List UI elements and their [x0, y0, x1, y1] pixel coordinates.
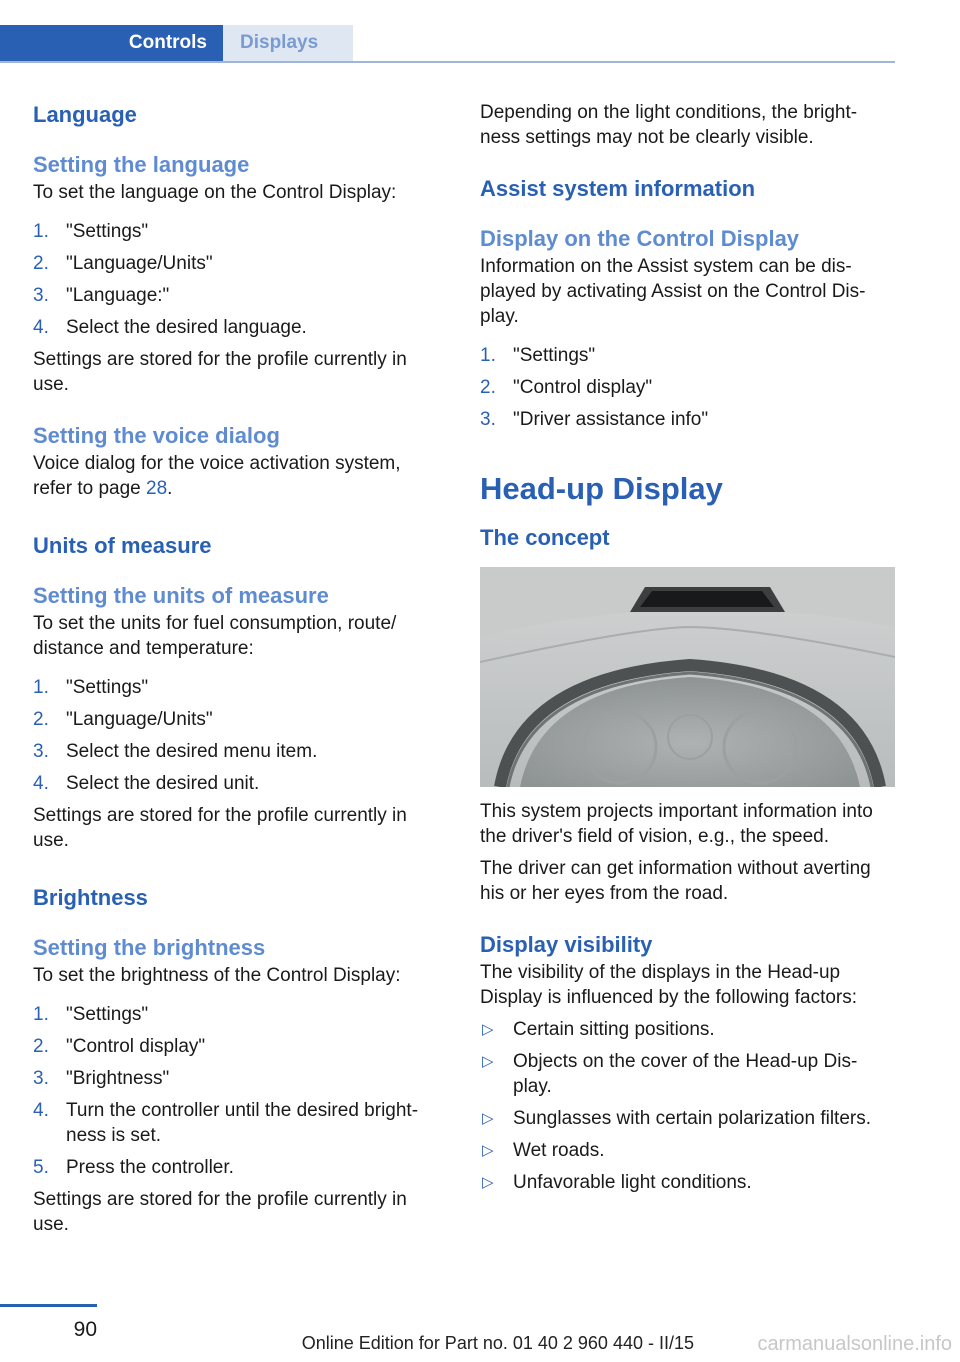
triangle-bullet-icon: ▷ [482, 1021, 494, 1038]
list-item: ▷ Sunglasses with certain polarization filters. [482, 1108, 872, 1129]
list-item: 2. "Language/Units" [33, 709, 213, 730]
tab-displays[interactable]: Displays [223, 25, 353, 61]
header-tabs [0, 25, 895, 63]
dashboard-illustration [480, 567, 895, 787]
triangle-bullet-icon: ▷ [482, 1142, 494, 1159]
list-item: 2. "Language/Units" [33, 253, 213, 274]
list-item: ▷ Certain sitting positions. [482, 1019, 715, 1040]
list-item: 3. "Brightness" [33, 1068, 170, 1089]
hud-text-1: This system projects important information into the driver's field of vision, e.g., the speed. [480, 801, 873, 847]
heading-language: Language [33, 102, 137, 127]
voice-dialog-text: Voice dialog for the voice activation system, refer to page 28. [33, 453, 401, 499]
assist-steps [480, 343, 895, 432]
list-item: 5. Press the controller. [33, 1157, 234, 1178]
hud-text-2: The driver can get information without averting his or her eyes from the road. [480, 858, 871, 904]
brightness-steps [33, 1002, 443, 1180]
heading-setting-units: Setting the units of measure [33, 583, 329, 608]
language-steps [33, 219, 443, 340]
visibility-intro: The visibility of the displays in the Head-up Display is influenced by the following factors: [480, 962, 858, 1008]
language-note: Settings are stored for the profile currently in use. [33, 349, 407, 395]
heading-assist: Assist system information [480, 176, 756, 201]
list-item: 1. "Settings" [33, 1004, 149, 1025]
assist-text: Information on the Assist system can be dis‐ played by activating Assist on the Control Dis‐ play. [480, 256, 866, 327]
heading-setting-language: Setting the language [33, 152, 250, 177]
list-item: ▷ Unfavorable light conditions. [482, 1172, 752, 1193]
list-item: 3. "Language:" [33, 285, 170, 306]
edition-text: Online Edition for Part no. 01 40 2 960 440 - II/15 [301, 1333, 694, 1353]
heading-display-visibility: Display visibility [480, 932, 653, 957]
list-item: 1. "Settings" [33, 221, 149, 242]
list-item: 4. Select the desired language. [33, 317, 307, 338]
heading-voice-dialog: Setting the voice dialog [33, 423, 280, 448]
list-item: 2. "Control display" [33, 1036, 206, 1057]
heading-display-control: Display on the Control Display [480, 226, 800, 251]
page-number: 90 [73, 1318, 97, 1341]
heading-brightness: Brightness [33, 885, 148, 910]
triangle-bullet-icon: ▷ [482, 1053, 494, 1070]
left-column [33, 100, 443, 1237]
visibility-bullets [480, 1017, 895, 1195]
list-item: ▷ Wet roads. [482, 1140, 605, 1161]
list-item: ▷ Objects on the cover of the Head-up Dis‐ play. [482, 1051, 858, 1097]
units-steps [33, 675, 443, 796]
footer-rule [0, 1304, 97, 1307]
list-item: 2. "Control display" [480, 377, 653, 398]
brightness-continued: Depending on the light conditions, the bright‐ ness settings may not be clearly visible. [480, 102, 858, 148]
units-note: Settings are stored for the profile currently in use. [33, 805, 407, 851]
brightness-intro: To set the brightness of the Control Display: [33, 965, 401, 986]
heading-head-up-display: Head-up Display [480, 471, 723, 506]
triangle-bullet-icon: ▷ [482, 1174, 494, 1191]
brightness-note: Settings are stored for the profile currently in use. [33, 1189, 407, 1235]
heading-setting-brightness: Setting the brightness [33, 935, 266, 960]
setting-language-intro: To set the language on the Control Display: [33, 182, 397, 203]
hud-photo [480, 567, 895, 787]
list-item: 4. Turn the controller until the desired bright‐ ness is set. [33, 1100, 419, 1146]
watermark: carmanualsonline.info [757, 1333, 952, 1355]
units-intro: To set the units for fuel consumption, route/ distance and temperature: [33, 613, 397, 659]
triangle-bullet-icon: ▷ [482, 1110, 494, 1127]
list-item: 1. "Settings" [33, 677, 149, 698]
tab-controls[interactable]: Controls [0, 25, 223, 61]
heading-concept: The concept [480, 525, 610, 550]
right-column [480, 100, 895, 1202]
heading-units: Units of measure [33, 533, 212, 558]
list-item: 1. "Settings" [480, 345, 596, 366]
list-item: 3. Select the desired menu item. [33, 741, 318, 762]
page-link[interactable]: 28 [146, 478, 168, 499]
list-item: 3. "Driver assistance info" [480, 409, 709, 430]
list-item: 4. Select the desired unit. [33, 773, 260, 794]
